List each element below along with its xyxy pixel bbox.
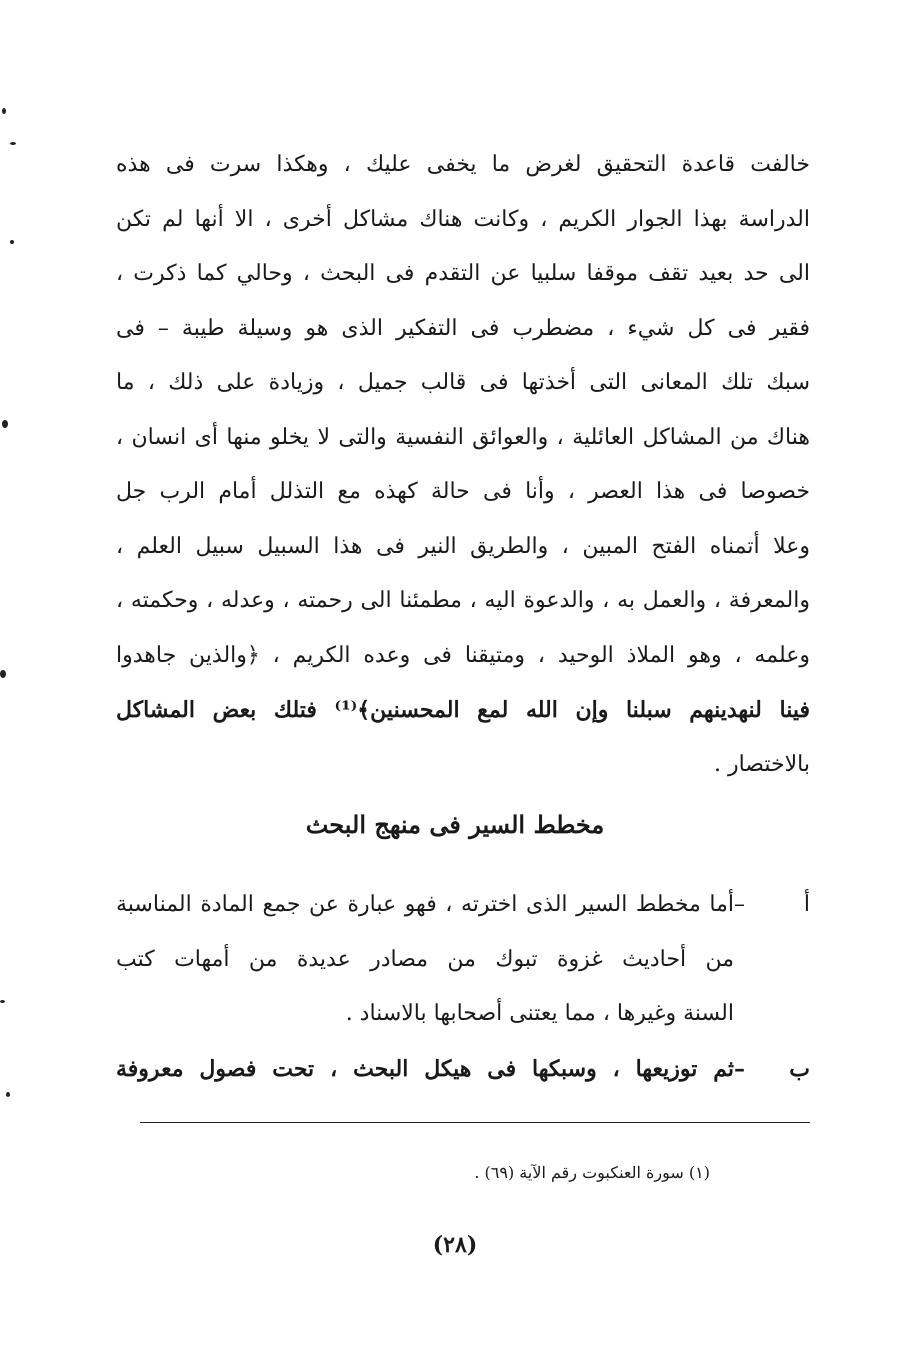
list-item-a-continuation: السنة وغيرها ، مما يعتنى أصحابها بالاسناد .: [345, 1001, 734, 1026]
paragraph-line: بالاختصار .: [713, 751, 810, 777]
page-number: (٢٨): [432, 1232, 478, 1258]
footnote: (١) سورة العنكبوت رقم الآية (٦٩) .: [474, 1163, 710, 1182]
margin-speck: [0, 670, 6, 678]
paragraph-line: هناك من المشاكل العائلية ، والعوائق النفسية والتى لا يخلو منها أى انسان ،: [116, 424, 810, 450]
list-item-a-continuation: من أحاديث غزوة تبوك من مصادر عديدة من أمهات كتب: [116, 946, 734, 972]
footnote-divider: [140, 1122, 810, 1123]
paragraph-line: وعلا أتمناه الفتح المبين ، والطريق النير فى هذا السبيل سبيل العلم ،: [116, 533, 810, 559]
paragraph-line: سبك تلك المعانى التى أخذتها فى قالب جميل ، وزيادة على ذلك ، ما: [116, 370, 810, 395]
list-marker-b: ب –: [734, 1055, 810, 1082]
paragraph-line: الى حد بعيد تقف موقفا سلبيا عن التقدم فى البحث ، وحالي كما ذكرت ،: [116, 261, 810, 286]
margin-speck: [0, 1000, 5, 1003]
list-item-b-text: ثم توزيعها ، وسبكها فى هيكل البحث ، تحت فصول معروفة: [116, 1055, 734, 1082]
method-list: [116, 878, 810, 1096]
list-item-b: [116, 1042, 810, 1097]
paragraph-line: الدراسة بهذا الجوار الكريم ، وكانت هناك مشاكل أخرى ، الا أنها لم تكن: [116, 206, 810, 232]
margin-speck: [6, 1092, 10, 1097]
list-item-a: [116, 878, 810, 933]
margin-speck: [2, 420, 8, 428]
paragraph-line: فينا لنهدينهم سبلنا وإن الله لمع المحسنين﴾⁽¹⁾ فتلك بعض المشاكل: [116, 697, 810, 723]
paragraph-line: خصوصا فى هذا العصر ، وأنا فى حالة كهذه مع التذلل أمام الرب جل: [116, 479, 810, 504]
main-paragraph: [116, 138, 810, 792]
margin-speck: [10, 240, 14, 244]
paragraph-line: والمعرفة ، والعمل به ، والدعوة اليه ، مطمئنا الى رحمته ، وعدله ، وحكمته ،: [116, 588, 810, 613]
paragraph-line: خالفت قاعدة التحقيق لغرض ما يخفى عليك ، وهكذا سرت فى هذه: [116, 152, 810, 177]
paragraph-line: فقير فى كل شيء ، مضطرب فى التفكير الذى هو وسيلة طيبة – فى: [116, 315, 810, 341]
margin-speck: [2, 108, 6, 114]
list-marker-a: أ –: [734, 892, 810, 917]
margin-speck: [10, 142, 16, 145]
list-item-a-text: أما مخطط السير الذى اخترته ، فهو عبارة عن جمع المادة المناسبة: [116, 892, 734, 917]
paragraph-line: وعلمه ، وهو الملاذ الوحيد ، ومتيقنا فى وعده الكريم ، ﴿والذين جاهدوا: [116, 642, 810, 668]
section-heading: مخطط السير فى منهج البحث: [305, 810, 605, 839]
